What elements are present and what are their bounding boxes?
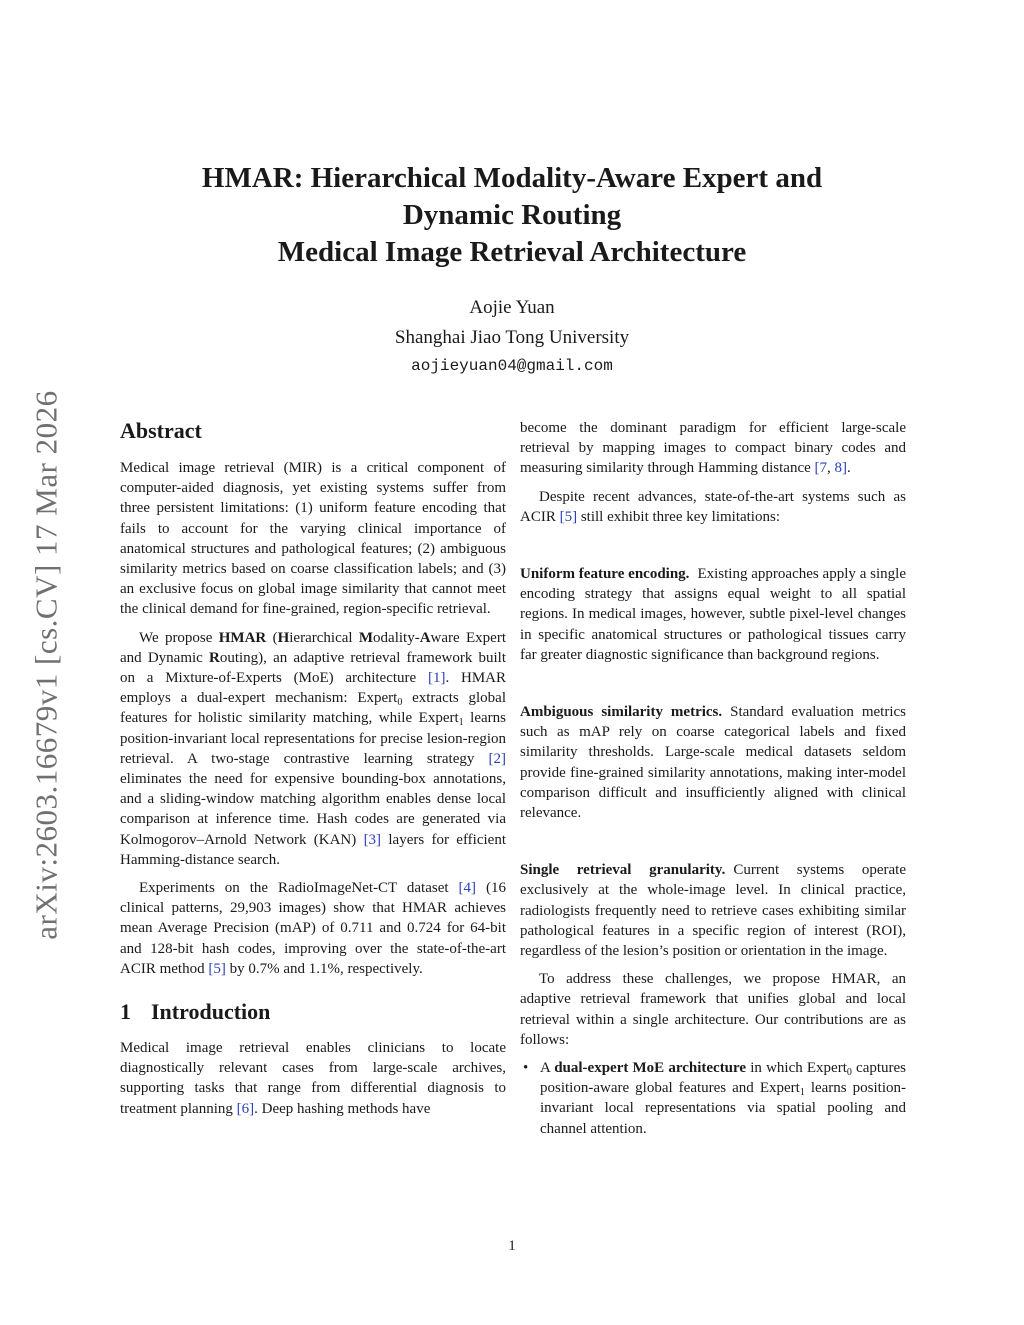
limitation-3-heading: Single retrieval granularity. xyxy=(520,862,726,879)
title-line-2: Dynamic Routing xyxy=(402,199,622,231)
text-run: . Deep hashing methods have xyxy=(254,1100,431,1117)
limitation-2-heading: Ambiguous similarity metrics. xyxy=(520,704,723,721)
intro-paragraph-3: To address these challenges, we propose HMAR, an adaptive retrieval framework that unifies global and local retrieval within a single architecture. Our contributions are as follows: xyxy=(520,971,906,1048)
limitation-1: Uniform feature encoding. Existing approaches apply a single encoding strategy that assigns equal weight to all spatial regions. In medical images, however, subtle pixel-level changes in specific anatomical structures or pathological tissues carry far greater diagnostic significance than background regions. xyxy=(520,566,906,663)
limitation-2: Ambiguous similarity metrics. Standard evaluation metrics such as mAP rely on coarse categorical labels and fixed similarity thresholds. Large-scale medical datasets seldom provide fine-grained similarity annotations, making inter-model comparison difficult and insufficiently aligned with clinical relevance. xyxy=(520,704,906,822)
limitation-1-heading: Uniform feature encoding. xyxy=(520,566,690,583)
intro-paragraph-1-start: Medical image retrieval enables clinicians to locate diagnostically relevant cases from large-scale archives, supporting tasks that range from differential diagnosis to treatment planning [6]. Deep hashing methods have xyxy=(120,1040,506,1117)
hmar-name: HMAR xyxy=(218,629,267,646)
citation-link[interactable]: 8] xyxy=(834,460,848,477)
title-line-3: Medical Image Retrieval Architecture xyxy=(277,236,747,268)
citation-link[interactable]: [1] xyxy=(427,670,446,687)
citation-link[interactable]: [5] xyxy=(559,508,578,525)
text-run: become the dominant paradigm for efficient large-scale retrieval by mapping images to compact binary codes and measuring similarity through Hamming distance xyxy=(520,420,906,477)
abstract-paragraph-2: We propose HMAR (Hierarchical Modality-Aware Expert and Dynamic Routing), an adaptive retrieval framework built on a Mixture-of-Experts (MoE) architecture [1]. HMAR employs a dual-expert mechanism: Expert$_0$ extracts global features for holistic similarity matching, while Expert$_1$ learns position-invariant local representations for precise lesion-region retrieval. A two-stage contrastive learning strategy [2] eliminates the need for expensive bounding-box annotations, and a sliding-window matching algorithm enables dense local comparison at inference time. Hash codes are generated via Kolmogorov–Arnold Network (KAN) [3] layers for efficient Hamming-distance search. xyxy=(120,629,507,868)
section-title: Introduction xyxy=(151,999,271,1025)
intro-paragraph-2: Despite recent advances, state-of-the-art systems such as ACIR [5] still exhibit three key limitations: xyxy=(520,488,906,525)
author-affiliation: Shanghai Jiao Tong University xyxy=(394,327,630,348)
title-block xyxy=(100,160,924,379)
page-number: 1 xyxy=(508,1238,516,1254)
citation-link[interactable]: [5] xyxy=(208,960,226,977)
citation-link[interactable]: [3] xyxy=(363,831,382,848)
author-block xyxy=(100,293,924,379)
introduction-heading xyxy=(120,999,506,1025)
abstract-heading: Abstract xyxy=(120,418,202,443)
section-number: 1 xyxy=(120,999,131,1025)
paper-title xyxy=(100,160,924,271)
citation-link[interactable]: [6] xyxy=(236,1100,255,1117)
left-column xyxy=(120,418,506,1119)
bullet-marker: • xyxy=(523,1060,529,1077)
author-email[interactable]: aojieyuan04@gmail.com xyxy=(411,357,613,375)
right-column xyxy=(520,418,906,1139)
limitation-3: Single retrieval granularity. Current systems operate exclusively at the whole-image level. In clinical practice, radiologists frequently need to retrieve cases exhibiting similar pathological features in a specific region of interest (ROI), regardless of the lesion’s position or orientation in the image. xyxy=(520,862,906,960)
arxiv-id-text: arXiv:2603.16679v1 [cs.CV] 17 Mar 2026 xyxy=(29,390,65,940)
citation-link[interactable]: [2] xyxy=(488,750,506,767)
contribution-list-item: • A dual-expert MoE architecture in which Expert$_0$ captures position-aware global features and Expert$_1$ learns position-invariant local representations via spatial pooling and channel attention. xyxy=(523,1060,907,1137)
title-line-1: HMAR: Hierarchical Modality-Aware Expert and xyxy=(201,162,823,194)
abstract-paragraph-1: Medical image retrieval (MIR) is a critical component of computer-aided diagnosis, yet existing systems suffer from three persistent limitations: (1) uniform feature encoding that fails to account for the varying clinical importance of anatomical structures and pathological features; (2) ambiguous similarity metrics based on coarse classification labels; and (3) an exclusive focus on global image similarity that cannot meet the clinical demand for fine-grained, region-specific retrieval. xyxy=(120,460,506,618)
abstract-paragraph-3: Experiments on the RadioImageNet-CT dataset [4] (16 clinical patterns, 29,903 images) show that HMAR achieves mean Average Precision (mAP) of 0.711 and 0.724 for 64-bit and 128-bit hash codes, improving over the state-of-the-art ACIR method [5] by 0.7% and 1.1%, respectively. xyxy=(120,880,507,977)
citation-link[interactable]: [7 xyxy=(814,460,828,477)
author-name: Aojie Yuan xyxy=(469,297,555,318)
citation-link[interactable]: [4] xyxy=(458,880,477,897)
intro-paragraph-1-end: become the dominant paradigm for efficient large-scale retrieval by mapping images to compact binary codes and measuring similarity through Hamming distance [7, 8]. xyxy=(520,420,906,477)
arxiv-identifier xyxy=(22,370,72,960)
